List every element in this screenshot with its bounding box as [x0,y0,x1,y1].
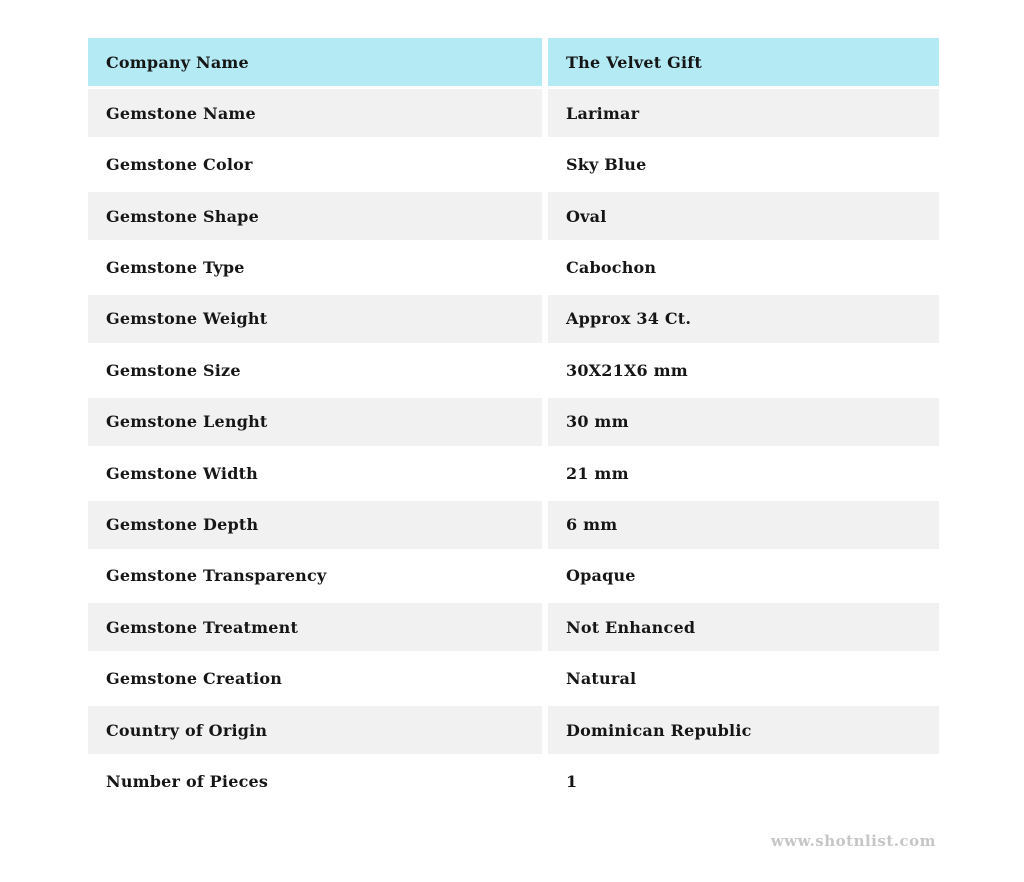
spec-value-cell: Sky Blue [548,141,939,189]
table-row [88,706,939,754]
spec-label-cell: Gemstone Width [88,449,542,497]
table-row [88,552,939,600]
spec-value-cell: Approx 34 Ct. [548,295,939,343]
table-row [88,449,939,497]
spec-value-cell: 1 [548,757,939,805]
table-row [88,244,939,292]
spec-value-cell: 30X21X6 mm [548,346,939,394]
table-row [88,141,939,189]
spec-label-cell: Gemstone Size [88,346,542,394]
spec-label-cell: Gemstone Color [88,141,542,189]
table-row [88,346,939,394]
spec-value-cell: Larimar [548,89,939,137]
table-row [88,398,939,446]
spec-label-cell: Gemstone Creation [88,655,542,703]
spec-label-cell: Gemstone Type [88,244,542,292]
spec-value-cell: Opaque [548,552,939,600]
gemstone-spec-table [88,38,939,809]
spec-label-cell: Company Name [88,38,542,86]
table-row [88,89,939,137]
spec-label-cell: Gemstone Weight [88,295,542,343]
spec-label-cell: Gemstone Lenght [88,398,542,446]
spec-value-cell: Dominican Republic [548,706,939,754]
spec-label-cell: Gemstone Shape [88,192,542,240]
spec-label-cell: Gemstone Depth [88,501,542,549]
spec-label-cell: Gemstone Treatment [88,603,542,651]
spec-label-cell: Country of Origin [88,706,542,754]
spec-value-cell: 30 mm [548,398,939,446]
spec-value-cell: 6 mm [548,501,939,549]
table-header-row [88,38,939,86]
spec-label-cell: Number of Pieces [88,757,542,805]
table-row [88,501,939,549]
spec-value-cell: Cabochon [548,244,939,292]
spec-value-cell: Natural [548,655,939,703]
spec-value-cell: Oval [548,192,939,240]
spec-value-cell: The Velvet Gift [548,38,939,86]
table-row [88,655,939,703]
spec-label-cell: Gemstone Transparency [88,552,542,600]
watermark-text: www.shotnlist.com [770,832,936,850]
table-row [88,295,939,343]
spec-value-cell: 21 mm [548,449,939,497]
table-row [88,603,939,651]
spec-value-cell: Not Enhanced [548,603,939,651]
table-row [88,757,939,805]
table-row [88,192,939,240]
spec-label-cell: Gemstone Name [88,89,542,137]
